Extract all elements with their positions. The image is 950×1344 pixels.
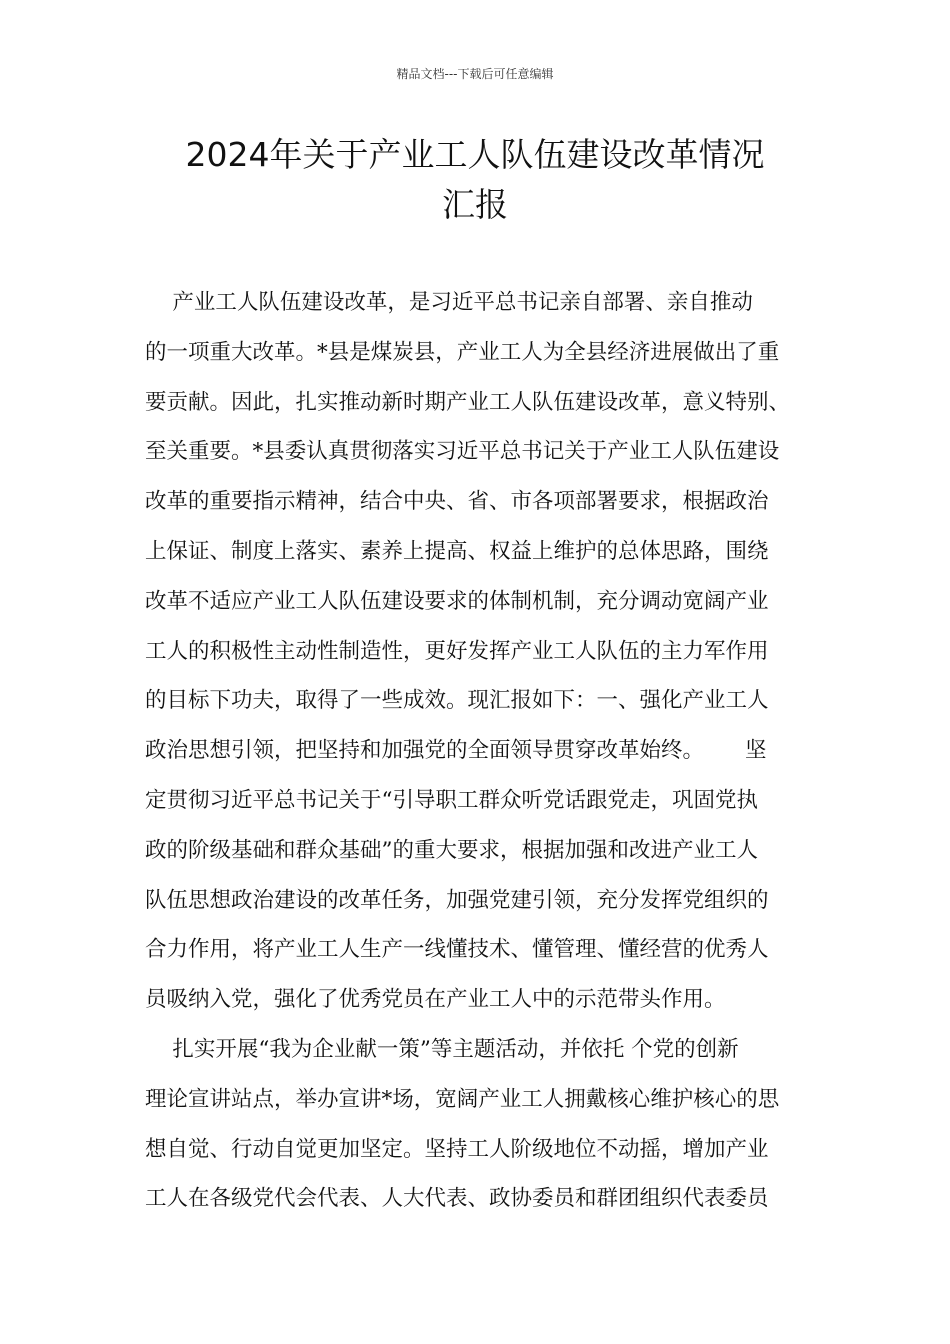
body-line: 至关重要。*县委认真贯彻落实习近平总书记关于产业工人队伍建设	[145, 439, 780, 465]
document-body	[145, 278, 810, 1224]
body-line: 改革不适应产业工人队伍建设要求的体制机制，充分调动宽阔产业	[145, 588, 769, 614]
page-header: 精品文档---下载后可任意编辑	[396, 67, 554, 81]
body-line: 想自觉、行动自觉更加坚定。坚持工人阶级地位不动摇，增加产业	[145, 1136, 769, 1162]
body-line: 工人的积极性主动性制造性，更好发挥产业工人队伍的主力军作用	[145, 638, 769, 664]
body-line: 产业工人队伍建设改革，是习近平总书记亲自部署、亲自推动	[145, 290, 753, 315]
body-line: 上保证、制度上落实、素养上提高、权益上维护的总体思路，围绕	[145, 538, 769, 564]
body-line: 理论宣讲站点，举办宣讲*场，宽阔产业工人拥戴核心维护核心的思	[145, 1086, 780, 1112]
body-line: 的一项重大改革。*县是煤炭县，产业工人为全县经济进展做出了重	[145, 339, 780, 365]
body-line: 合力作用，将产业工人生产一线懂技术、懂管理、懂经营的优秀人	[145, 937, 769, 963]
body-line: 扎实开展“我为企业献一策”等主题活动，并依托 个党的创新	[145, 1036, 739, 1062]
body-line: 工人在各级党代会代表、人大代表、政协委员和群团组织代表委员	[145, 1186, 769, 1212]
body-line: 政的阶级基础和群众基础”的重大要求，根据加强和改进产业工人	[145, 837, 758, 863]
body-line: 改革的重要指示精神，结合中央、省、市各项部署要求，根据政治	[145, 489, 769, 515]
title-line-1: 2024年关于产业工人队伍建设改革情况	[185, 135, 765, 174]
body-line: 定贯彻习近平总书记关于“引导职工群众听党话跟党走，巩固党执	[145, 787, 758, 813]
body-line: 的目标下功夫，取得了一些成效。现汇报如下：一、强化产业工人	[145, 688, 769, 714]
body-line: 队伍思想政治建设的改革任务，加强党建引领，充分发挥党组织的	[145, 887, 769, 913]
body-line: 政治思想引领，把坚持和加强党的全面领导贯穿改革始终。 坚	[145, 738, 767, 764]
document-title	[100, 130, 850, 230]
body-line: 要贡献。因此，扎实推动新时期产业工人队伍建设改革，意义特别、	[145, 389, 791, 415]
body-line: 员吸纳入党，强化了优秀党员在产业工人中的示范带头作用。	[145, 987, 726, 1013]
title-line-2: 汇报	[442, 185, 508, 224]
